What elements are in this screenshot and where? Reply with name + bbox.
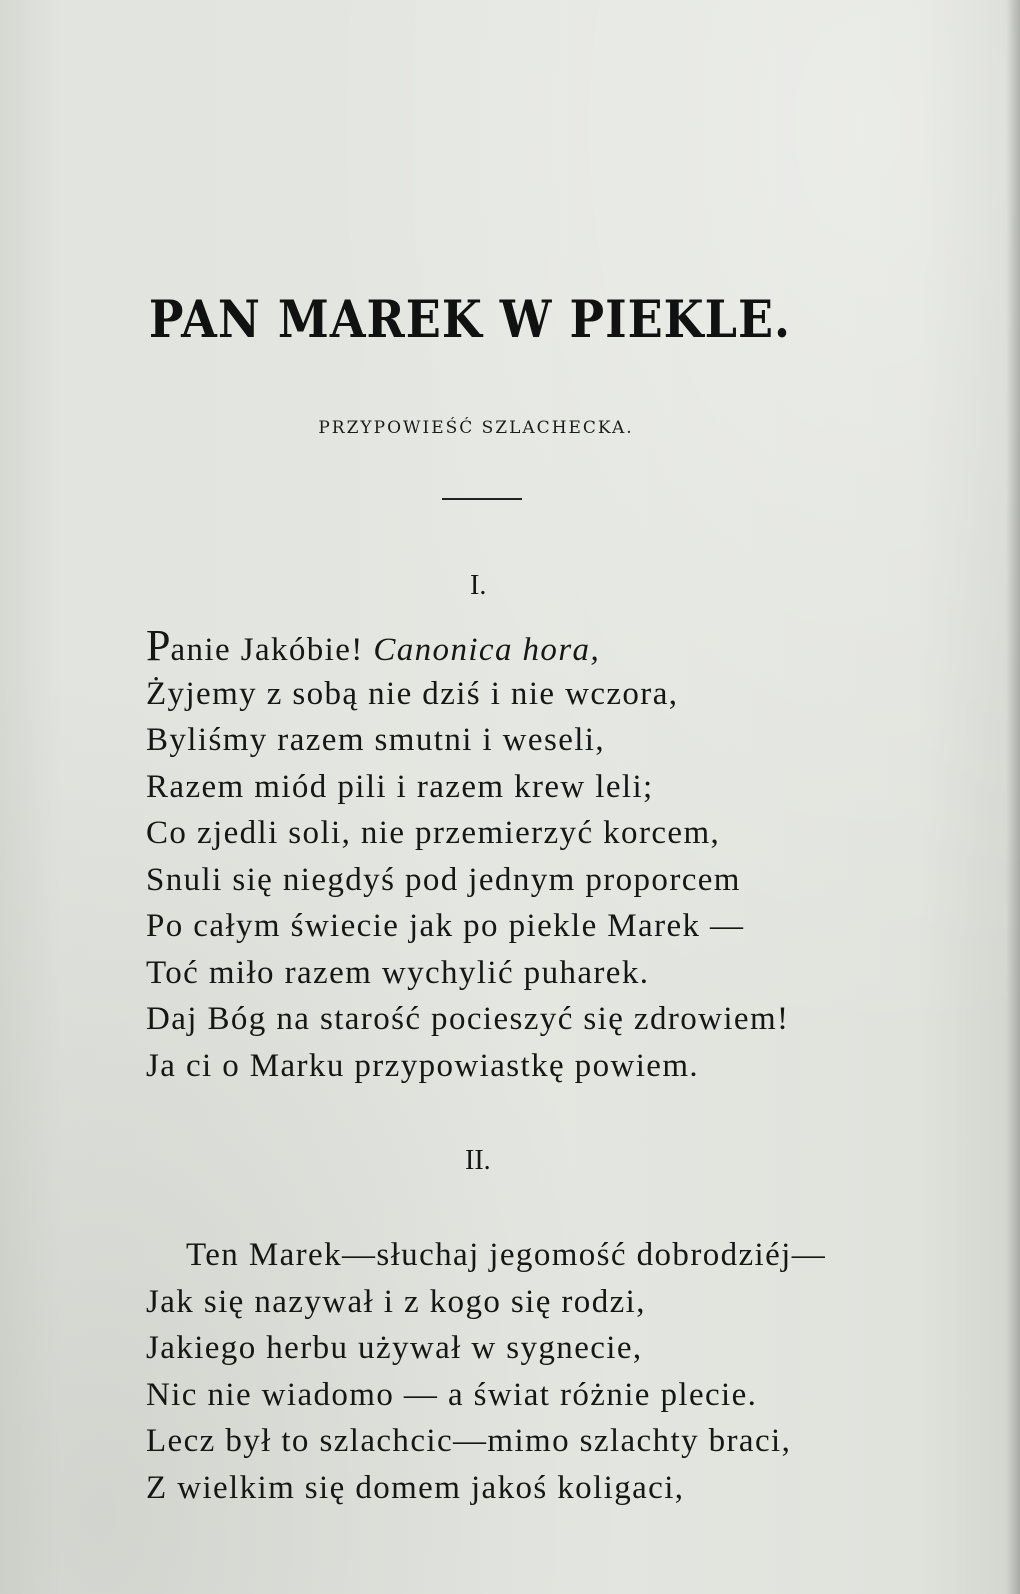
verse-line: Daj Bóg na starość pocieszyć się zdrowiem! xyxy=(146,1001,790,1037)
verse-line: Co zjedli soli, nie przemierzyć korcem, xyxy=(146,815,721,851)
stanza-2 xyxy=(146,1232,826,1511)
page-edge-shadow xyxy=(1006,0,1020,1594)
verse-line: Jak się nazywał i z kogo się rodzi, xyxy=(146,1283,646,1320)
verse-line: Snuli się niegdyś pod jednym proporcem xyxy=(146,861,741,898)
verse-line: Lecz był to szlachcic—mimo szlachty braci, xyxy=(146,1423,792,1459)
section-number: I. xyxy=(470,570,487,601)
verse-line: Toć miło razem wychylić puharek. xyxy=(146,954,650,991)
verse-line xyxy=(146,621,789,671)
title-divider xyxy=(442,498,522,500)
verse-line: Ja ci o Marku przypowiastkę powiem. xyxy=(146,1047,700,1084)
verse-line-text: anie Jakóbie! xyxy=(170,632,374,668)
verse-line: Żyjemy z sobą nie dziś i nie wczora, xyxy=(146,675,679,712)
drop-cap: P xyxy=(146,621,171,670)
verse-line: Ten Marek—słuchaj jegomość dobrodziéj— xyxy=(186,1237,827,1273)
poem-title: PAN MAREK W PIEKLE. xyxy=(148,288,792,350)
verse-line: Jakiego herbu używał w sygnecie, xyxy=(146,1330,643,1366)
verse-line: Nic nie wiadomo — a świat różnie plecie. xyxy=(146,1376,758,1413)
verse-line: Byliśmy razem smutni i weseli, xyxy=(146,722,606,758)
verse-line-italic: Canonica hora, xyxy=(373,632,601,668)
verse-line: Razem miód pili i razem krew leli; xyxy=(146,768,654,805)
verse-line: Po całym świecie jak po piekle Marek — xyxy=(146,908,745,944)
verse-line: Z wielkim się domem jakoś koligaci, xyxy=(146,1469,685,1506)
section-number: II. xyxy=(465,1145,491,1176)
stanza-1 xyxy=(146,621,790,1089)
poem-subtitle: PRZYPOWIEŚĆ SZLACHECKA. xyxy=(318,418,634,438)
